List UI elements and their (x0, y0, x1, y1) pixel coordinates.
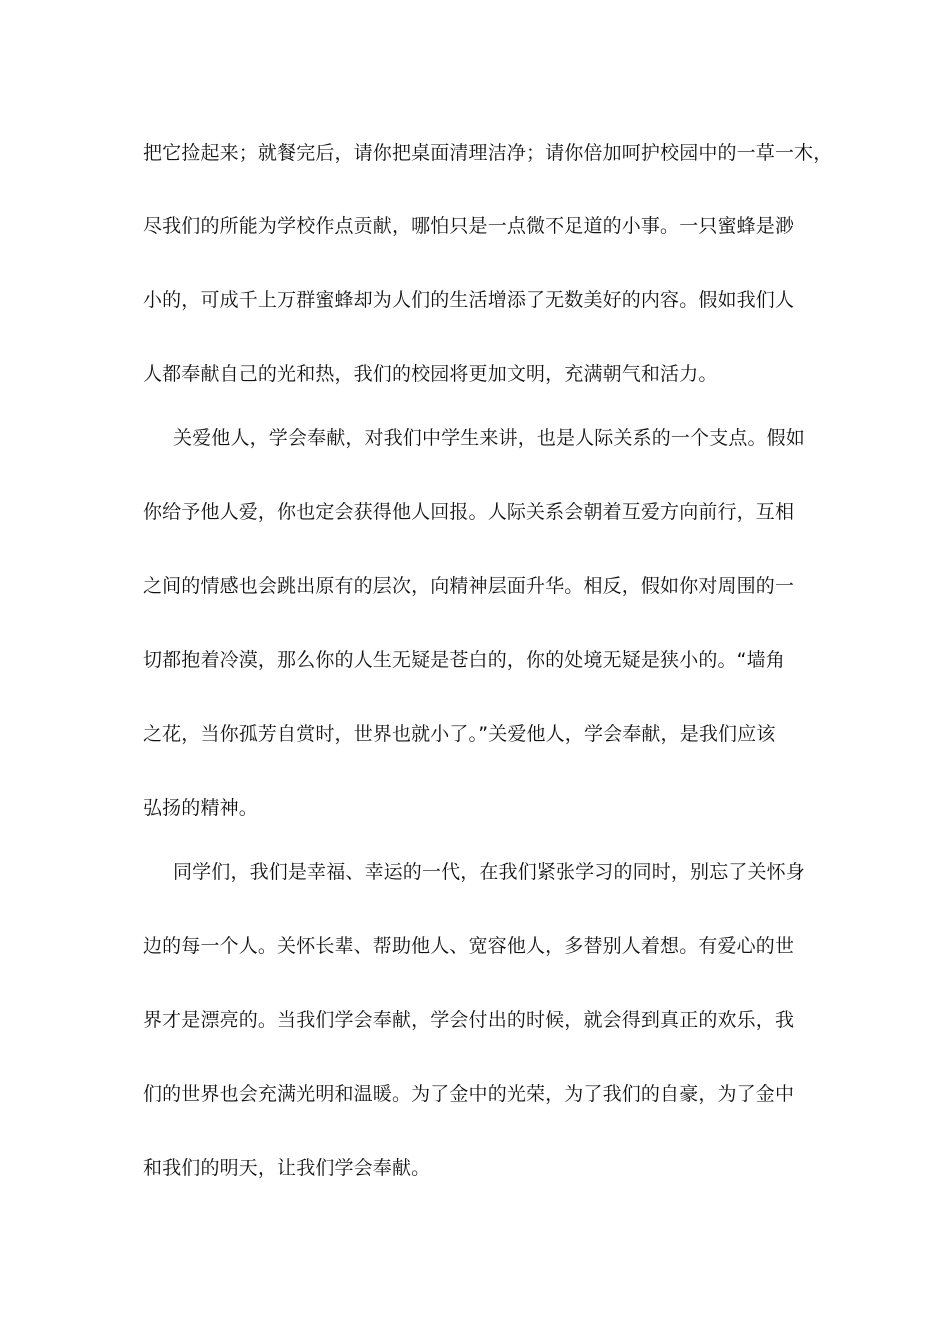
paragraph-1-line-3: 小的，可成千上万群蜜蜂却为人们的生活增添了无数美好的内容。假如我们人 (143, 289, 795, 311)
paragraph-3-line-2: 边的每一个人。关怀长辈、帮助他人、宽容他人，多替别人着想。有爱心的世 (143, 935, 795, 957)
paragraph-2-line-4: 切都抱着冷漠，那么你的人生无疑是苍白的，你的处境无疑是狭小的。“墙角 (143, 649, 785, 671)
paragraph-1-line-4: 人都奉献自己的光和热，我们的校园将更加文明，充满朝气和活力。 (143, 363, 718, 385)
paragraph-3-line-3: 界才是漂亮的。当我们学会奉献，学会付出的时候，就会得到真正的欢乐，我 (143, 1009, 795, 1031)
paragraph-2-line-3: 之间的情感也会跳出原有的层次，向精神层面升华。相反，假如你对周围的一 (143, 575, 795, 597)
paragraph-1-line-2: 尽我们的所能为学校作点贡献，哪怕只是一点微不足道的小事。一只蜜蜂是渺 (143, 215, 795, 237)
paragraph-2-line-2: 你给予他人爱，你也定会获得他人回报。人际关系会朝着互爱方向前行，互相 (143, 501, 795, 523)
paragraph-3-line-5: 和我们的明天，让我们学会奉献。 (143, 1157, 431, 1179)
paragraph-3-line-1: 同学们，我们是幸福、幸运的一代，在我们紧张学习的同时，别忘了关怀身 (173, 861, 805, 883)
paragraph-2-line-6: 弘扬的精神。 (143, 797, 258, 819)
paragraph-2-line-5: 之花，当你孤芳自赏时，世界也就小了。”关爱他人，学会奉献，是我们应该 (143, 723, 776, 745)
paragraph-1-line-1: 把它捡起来；就餐完后，请你把桌面清理洁净；请你倍加呵护校园中的一草一木， (143, 142, 833, 164)
paragraph-2-line-1: 关爱他人，学会奉献，对我们中学生来讲，也是人际关系的一个支点。假如 (173, 427, 805, 449)
paragraph-3-line-4: 们的世界也会充满光明和温暖。为了金中的光荣，为了我们的自豪，为了金中 (143, 1083, 795, 1105)
